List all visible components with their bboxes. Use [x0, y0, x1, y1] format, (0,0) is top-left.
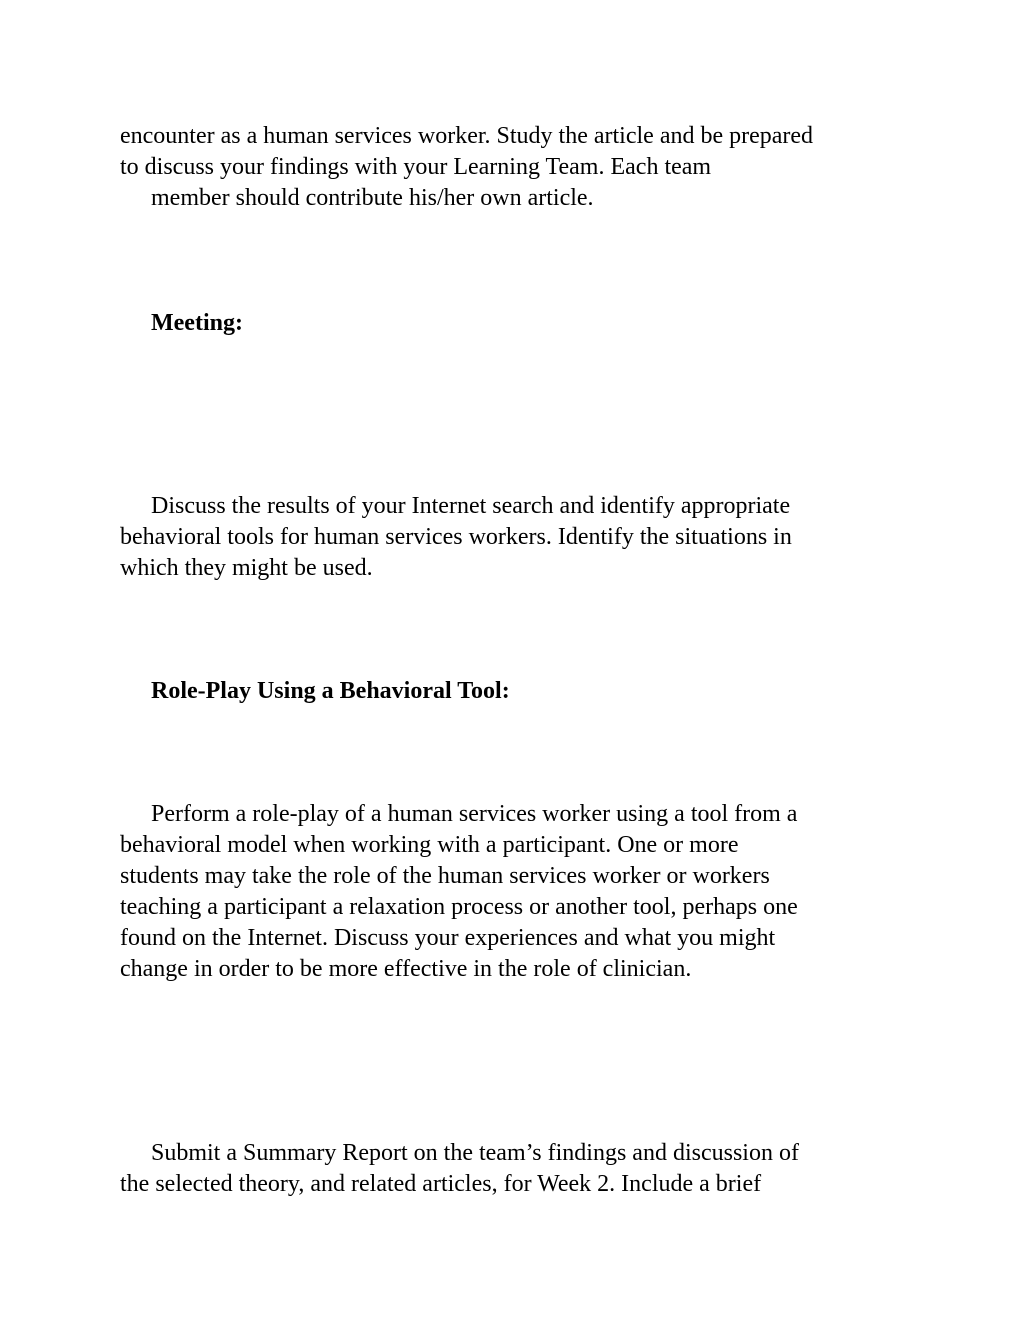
- intro-line-1: encounter as a human services worker. Study the article and be prepared: [120, 123, 814, 149]
- meeting-line-2: behavioral tools for human services workers. Identify the situations in: [120, 524, 792, 550]
- roleplay-line-6: change in order to be more effective in the role of clinician.: [120, 956, 692, 982]
- summary-line-2: the selected theory, and related articles, for Week 2. Include a brief: [120, 1171, 762, 1197]
- meeting-heading: Meeting:: [151, 310, 243, 336]
- roleplay-line-5: found on the Internet. Discuss your experiences and what you might: [120, 925, 776, 951]
- intro-line-2: to discuss your findings with your Learning Team. Each team: [120, 154, 712, 180]
- summary-line-1: Submit a Summary Report on the team’s findings and discussion of: [151, 1140, 799, 1166]
- roleplay-heading: Role-Play Using a Behavioral Tool:: [151, 678, 510, 704]
- roleplay-line-4: teaching a participant a relaxation process or another tool, perhaps one: [120, 894, 798, 920]
- roleplay-line-1: Perform a role-play of a human services worker using a tool from a: [151, 801, 798, 827]
- roleplay-line-2: behavioral model when working with a participant. One or more: [120, 832, 739, 858]
- intro-line-3: member should contribute his/her own article.: [151, 185, 594, 211]
- roleplay-line-3: students may take the role of the human services worker or workers: [120, 863, 770, 889]
- meeting-line-3: which they might be used.: [120, 555, 373, 581]
- meeting-line-1: Discuss the results of your Internet search and identify appropriate: [151, 493, 791, 519]
